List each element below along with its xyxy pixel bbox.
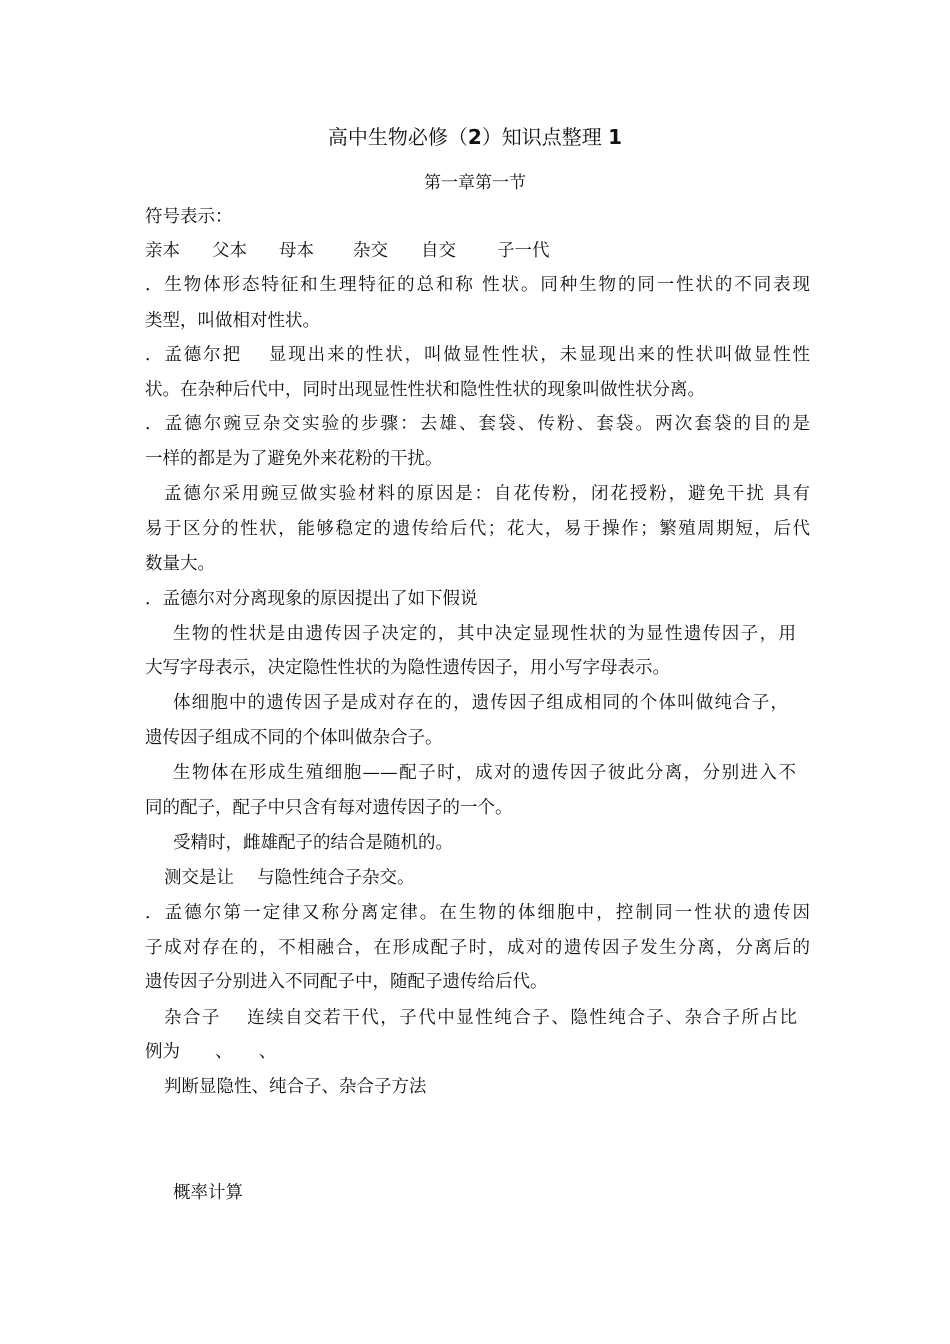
paragraph-line: ．孟德尔对分离现象的原因提出了如下假说 (145, 589, 478, 609)
paragraph-line: 测交是让 与隐性纯合子杂交。 (164, 868, 415, 888)
paragraph-line: 大写字母表示，决定隐性性状的为隐性遗传因子，用小写字母表示。 (145, 658, 670, 678)
symbol-self: 自交 (421, 241, 456, 261)
paragraph-line: 数量大。 (145, 554, 215, 574)
title-middle: ）知识点整理 (481, 125, 609, 149)
paragraph-line: ．生物体形态特征和生理特征的总和称 性状。同种生物的同一性状的不同表现 (145, 275, 810, 295)
paragraph-line: 体细胞中的遗传因子是成对存在的，遗传因子组成相同的个体叫做纯合子， (173, 693, 788, 713)
title-index: 1 (608, 125, 623, 149)
paragraph-line: 孟德尔采用豌豆做实验材料的原因是：自花传粉，闭花授粉，避免干扰 具有 (164, 484, 810, 504)
paragraph-line: ．孟德尔第一定律又称分离定律。在生物的体细胞中，控制同一性状的遗传因 (145, 903, 810, 923)
paragraph-line: 遗传因子组成不同的个体叫做杂合子。 (145, 728, 443, 748)
symbol-mother: 母本 (279, 241, 314, 261)
symbol-f1: 子一代 (497, 241, 550, 261)
paragraph-line: 子成对存在的，不相融合，在形成配子时，成对的遗传因子发生分离，分离后的 (145, 938, 810, 958)
paragraph-line: 生物体在形成生殖细胞——配子时，成对的遗传因子彼此分离，分别进入不 (173, 763, 796, 783)
paragraph-line: 受精时，雌雄配子的结合是随机的。 (173, 833, 453, 853)
paragraph-line: 杂合子 连续自交若干代，子代中显性纯合子、隐性纯合子、杂合子所占比 (164, 1008, 797, 1028)
symbols-row (145, 239, 810, 263)
paragraph-line: ．孟德尔把 显现出来的性状，叫做显性性状，未显现出来的性状叫做显性性 (145, 345, 810, 365)
paragraph-line: 状。在杂种后代中，同时出现显性性状和隐性性状的现象叫做性状分离。 (145, 380, 705, 400)
paragraph-line: 生物的性状是由遗传因子决定的，其中决定显现性状的为显性遗传因子，用 (173, 624, 796, 644)
title-number: 2 (467, 125, 482, 149)
paragraph-line: 同的配子，配子中只含有每对遗传因子的一个。 (145, 798, 513, 818)
section-heading: 第一章第一节 (424, 173, 526, 193)
symbol-father: 父本 (212, 241, 247, 261)
paragraph-line: 遗传因子分别进入不同配子中，随配子遗传给后代。 (145, 972, 548, 992)
paragraph-line: 类型，叫做相对性状。 (145, 311, 320, 331)
paragraph-line: 一样的都是为了避免外来花粉的干扰。 (145, 449, 443, 469)
paragraph-line: 易于区分的性状，能够稳定的遗传给后代；花大，易于操作；繁殖周期短，后代 (145, 519, 810, 539)
paragraph-line: 判断显隐性、纯合子、杂合子方法 (164, 1077, 427, 1097)
title-prefix: 高中生物必修（ (327, 125, 468, 149)
paragraph-line: 概率计算 (173, 1183, 243, 1203)
paragraph-line: ．孟德尔豌豆杂交实验的步骤：去雄、套袋、传粉、套袋。两次套袋的目的是 (145, 414, 810, 434)
document-title (0, 124, 950, 150)
paragraph-line: 例为 、 、 (145, 1042, 277, 1062)
symbol-cross: 杂交 (353, 241, 388, 261)
symbols-label: 符号表示： (145, 207, 233, 227)
symbol-parent: 亲本 (145, 241, 180, 261)
